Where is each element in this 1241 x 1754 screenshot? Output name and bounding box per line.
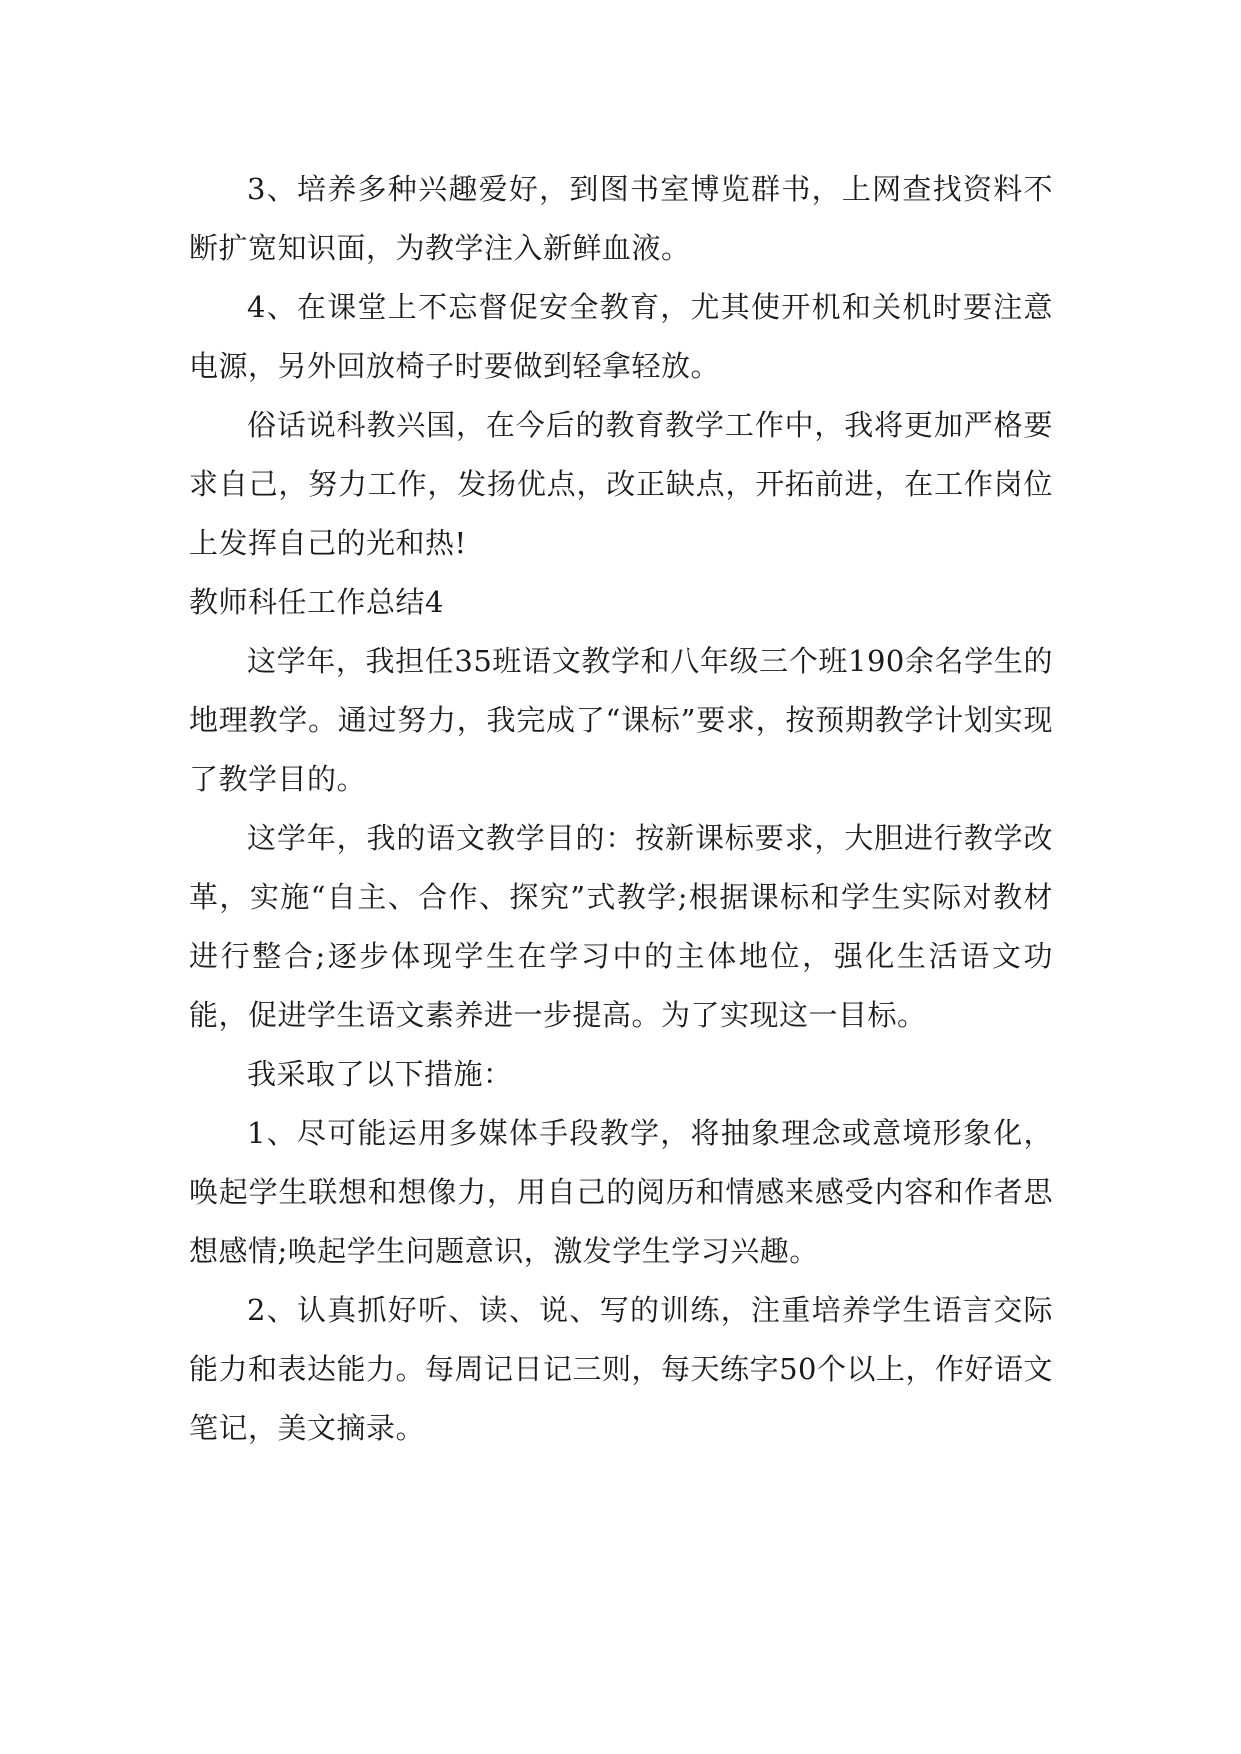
measure-item-2: 2、认真抓好听、读、说、写的训练，注重培养学生语言交际能力和表达能力。每周记日记三则，每天练字50个以上，作好语文笔记，美文摘录。 (189, 1293, 1053, 1445)
measure-item-1: 1、尽可能运用多媒体手段教学，将抽象理念或意境形象化，唤起学生联想和想像力，用自己的阅历和情感来感受内容和作者思想感情;唤起学生问题意识，激发学生学习兴趣。 (189, 1116, 1053, 1268)
paragraph-item-3: 3、培养多种兴趣爱好，到图书室博览群书，上网查找资料不断扩宽知识面，为教学注入新鲜血液。 (189, 172, 1053, 265)
section-heading: 教师科任工作总结4 (189, 585, 444, 619)
intro-paragraph: 这学年，我担任35班语文教学和八年级三个班190余名学生的地理教学。通过努力，我完成了“课标”要求，按预期教学计划实现了教学目的。 (189, 644, 1053, 796)
paragraph-item-4: 4、在课堂上不忘督促安全教育，尤其使开机和关机时要注意电源，另外回放椅子时要做到轻拿轻放。 (189, 290, 1053, 383)
document-body (189, 160, 1053, 1458)
goals-paragraph: 这学年，我的语文教学目的：按新课标要求，大胆进行教学改革，实施“自主、合作、探究”式教学;根据课标和学生实际对教材进行整合;逐步体现学生在学习中的主体地位，强化生活语文功能，促进学生语文素养进一步提高。为了实现这一目标。 (189, 821, 1053, 1032)
measures-intro: 我采取了以下措施： (247, 1057, 513, 1091)
closing-paragraph: 俗话说科教兴国，在今后的教育教学工作中，我将更加严格要求自己，努力工作，发扬优点，改正缺点，开拓前进，在工作岗位上发挥自己的光和热! (189, 408, 1053, 560)
